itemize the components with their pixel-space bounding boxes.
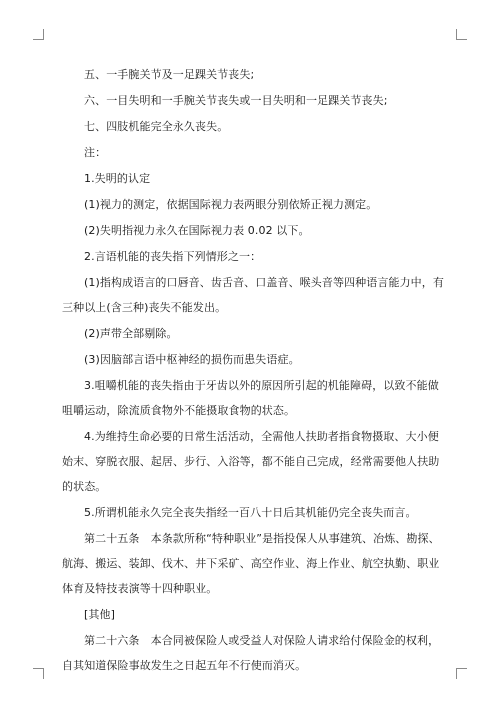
document-body [62,62,447,679]
paragraph: 4.为维持生命必要的日常生活活动，全需他人扶助者指食物摄取、大小便始末、穿脱衣服、起居、步行、入浴等，都不能自己完成，经常需要他人扶助的状态。 [62,430,440,493]
paragraph: 1.失明的认定 [84,172,151,185]
paragraph: 六、一目失明和一手腕关节丧失或一目失明和一足踝关节丧失; [84,94,388,107]
paragraph: 五、一手腕关节及一足踝关节丧失; [84,68,255,81]
article-25: 第二十五条 本条款所称“特种职业”是指投保人从事建筑、冶炼、勘探、航海、搬运、装卸、伐木、井下采矿、高空作业、海上作业、航空执勤、职业体育及特技表演等十四种职业。 [62,532,440,595]
crop-mark-bottom-left [33,668,44,679]
article-26: 第二十六条 本合同被保险人或受益人对保险人请求给付保险金的权利，自其知道保险事故发生之日起五年不行使而消灭。 [62,634,440,672]
section-heading-other: [其他] [84,608,115,621]
paragraph: (2)声带全部剔除。 [84,327,178,340]
paragraph: 3.咀嚼机能的丧失指由于牙齿以外的原因所引起的机能障碍，以致不能做咀嚼运动，除流质食物外不能摄取食物的状态。 [62,379,439,417]
paragraph: 5.所谓机能永久完全丧失指经一百八十日后其机能仍完全丧失而言。 [84,506,417,519]
paragraph: (3)因脑部言语中枢神经的损伤而患失语症。 [84,353,300,366]
crop-mark-bottom-right [456,668,467,679]
crop-mark-top-right [456,29,467,40]
paragraph: 七、四肢机能完全永久丧失。 [84,120,229,133]
note-heading: 注： [84,146,107,159]
paragraph: (1)指构成语言的口唇音、齿舌音、口盖音、喉头音等四种语言能力中，有三种以上(含三种)丧失不能发出。 [62,276,444,314]
paragraph: (1)视力的测定，依据国际视力表两眼分别依矫正视力测定。 [84,198,378,211]
paragraph: 2.言语机能的丧失指下列情形之一： [84,250,262,263]
crop-mark-top-left [33,29,44,40]
paragraph: (2)失明指视力永久在国际视力表 0.02 以下。 [84,224,310,237]
